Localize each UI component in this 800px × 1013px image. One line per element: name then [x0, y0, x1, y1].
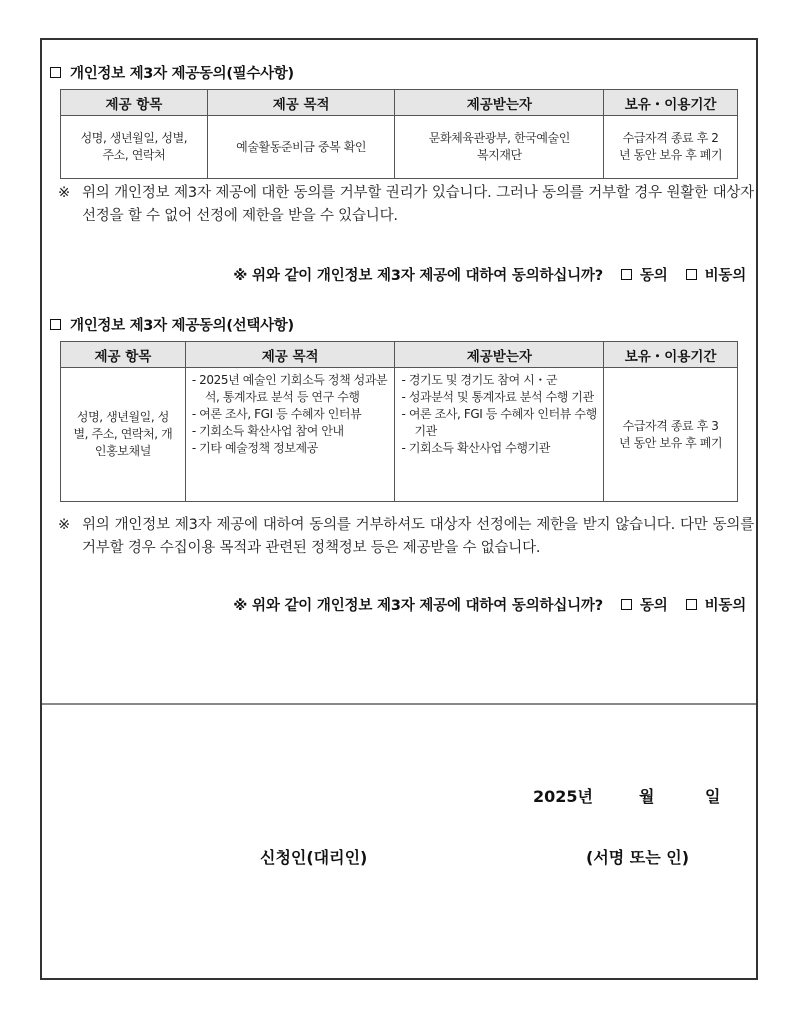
- header-purpose: 제공 목적: [185, 342, 395, 368]
- checkbox-agree[interactable]: [621, 269, 632, 280]
- table-header-row: [61, 90, 738, 116]
- signature-field[interactable]: (서명 또는 인): [586, 848, 690, 867]
- reference-mark: ※: [58, 517, 70, 533]
- disagree-label: 비동의: [704, 268, 746, 284]
- section1-question-text: ※ 위와 같이 개인정보 제3자 제공에 대하여 동의하십니까?: [233, 268, 603, 284]
- cell-retention: 수급자격 종료 후 2년 동안 보유 후 폐기: [604, 116, 738, 179]
- cell-recipient: 문화체육관광부, 한국예술인복지재단: [395, 116, 604, 179]
- date-year[interactable]: 2025년: [533, 787, 593, 806]
- section2-title-text: 개인정보 제3자 제공동의(선택사항): [70, 318, 294, 334]
- recipient-item: - 여론 조사, FGI 등 수혜자 인터뷰 수행 기관: [401, 407, 597, 438]
- checkbox-disagree[interactable]: [686, 599, 697, 610]
- checkbox-agree[interactable]: [621, 599, 632, 610]
- section1-title: [50, 62, 294, 83]
- cell-purpose: [185, 368, 395, 502]
- header-purpose: 제공 목적: [207, 90, 395, 116]
- reference-mark: ※: [58, 185, 70, 201]
- cell-purpose: 예술활동준비금 중복 확인: [207, 116, 395, 179]
- header-recipient: 제공받는자: [395, 90, 604, 116]
- table-row: [61, 368, 738, 502]
- recipient-item: - 경기도 및 경기도 참여 시・군: [401, 373, 558, 387]
- cell-items: 성명, 생년월일, 성별, 주소, 연락처: [61, 116, 208, 179]
- agree-label: 동의: [639, 268, 668, 284]
- section1-consent-question: [233, 264, 746, 285]
- required-consent-table: [60, 89, 738, 179]
- header-items: 제공 항목: [61, 342, 186, 368]
- section2-title: [50, 314, 294, 335]
- purpose-item: - 기타 예술정책 정보제공: [191, 441, 318, 455]
- section1-notice-text: 위의 개인정보 제3자 제공에 대한 동의를 거부할 권리가 있습니다. 그러나 동의를 거부할 경우 원활한 대상자 선정을 할 수 없어 선정에 제한을 받을 수 있습니다.: [82, 185, 754, 224]
- consent-form: [40, 38, 758, 980]
- purpose-item: - 기회소득 확산사업 참여 안내: [191, 424, 344, 438]
- date-month[interactable]: 월: [639, 787, 655, 806]
- header-recipient: 제공받는자: [395, 342, 604, 368]
- section1-title-text: 개인정보 제3자 제공동의(필수사항): [70, 66, 294, 82]
- recipient-item: - 기회소득 확산사업 수행기관: [401, 441, 550, 455]
- recipient-item: - 성과분석 및 통계자료 분석 수행 기관: [401, 390, 594, 404]
- section2-agree-option[interactable]: [621, 594, 668, 615]
- section2-question-text: ※ 위와 같이 개인정보 제3자 제공에 대하여 동의하십니까?: [233, 598, 603, 614]
- checkbox-disagree[interactable]: [686, 269, 697, 280]
- optional-consent-table: [60, 341, 738, 502]
- table-header-row: [61, 342, 738, 368]
- cell-items: 성명, 생년월일, 성별, 주소, 연락처, 개인홍보채널: [61, 368, 186, 502]
- section2-consent-question: [233, 594, 746, 615]
- header-retention: 보유・이용기간: [604, 90, 738, 116]
- applicant-label: 신청인(대리인): [260, 848, 368, 867]
- agree-label: 동의: [639, 598, 668, 614]
- purpose-item: - 여론 조사, FGI 등 수혜자 인터뷰: [191, 407, 362, 421]
- section1-agree-option[interactable]: [621, 264, 668, 285]
- section2-notice-text: 위의 개인정보 제3자 제공에 대하여 동의를 거부하셔도 대상자 선정에는 제한을 받지 않습니다. 다만 동의를 거부할 경우 수집이용 목적과 관련된 정책정보 등은 제공받을 수 없습니다.: [82, 517, 754, 556]
- cell-retention: 수급자격 종료 후 3년 동안 보유 후 폐기: [604, 368, 738, 502]
- header-items: 제공 항목: [61, 90, 208, 116]
- section1-notice: [58, 182, 754, 228]
- date-day[interactable]: 일: [705, 787, 721, 806]
- disagree-label: 비동의: [704, 598, 746, 614]
- header-retention: 보유・이용기간: [604, 342, 738, 368]
- square-bullet-icon: [50, 319, 61, 330]
- table-row: [61, 116, 738, 179]
- section1-disagree-option[interactable]: [686, 264, 746, 285]
- section2-notice: [58, 514, 754, 560]
- section-divider: [42, 703, 756, 705]
- cell-recipient: [395, 368, 604, 502]
- square-bullet-icon: [50, 67, 61, 78]
- purpose-item: - 2025년 예술인 기회소득 정책 성과분석, 통계자료 분석 등 연구 수행: [191, 373, 388, 404]
- section2-disagree-option[interactable]: [686, 594, 746, 615]
